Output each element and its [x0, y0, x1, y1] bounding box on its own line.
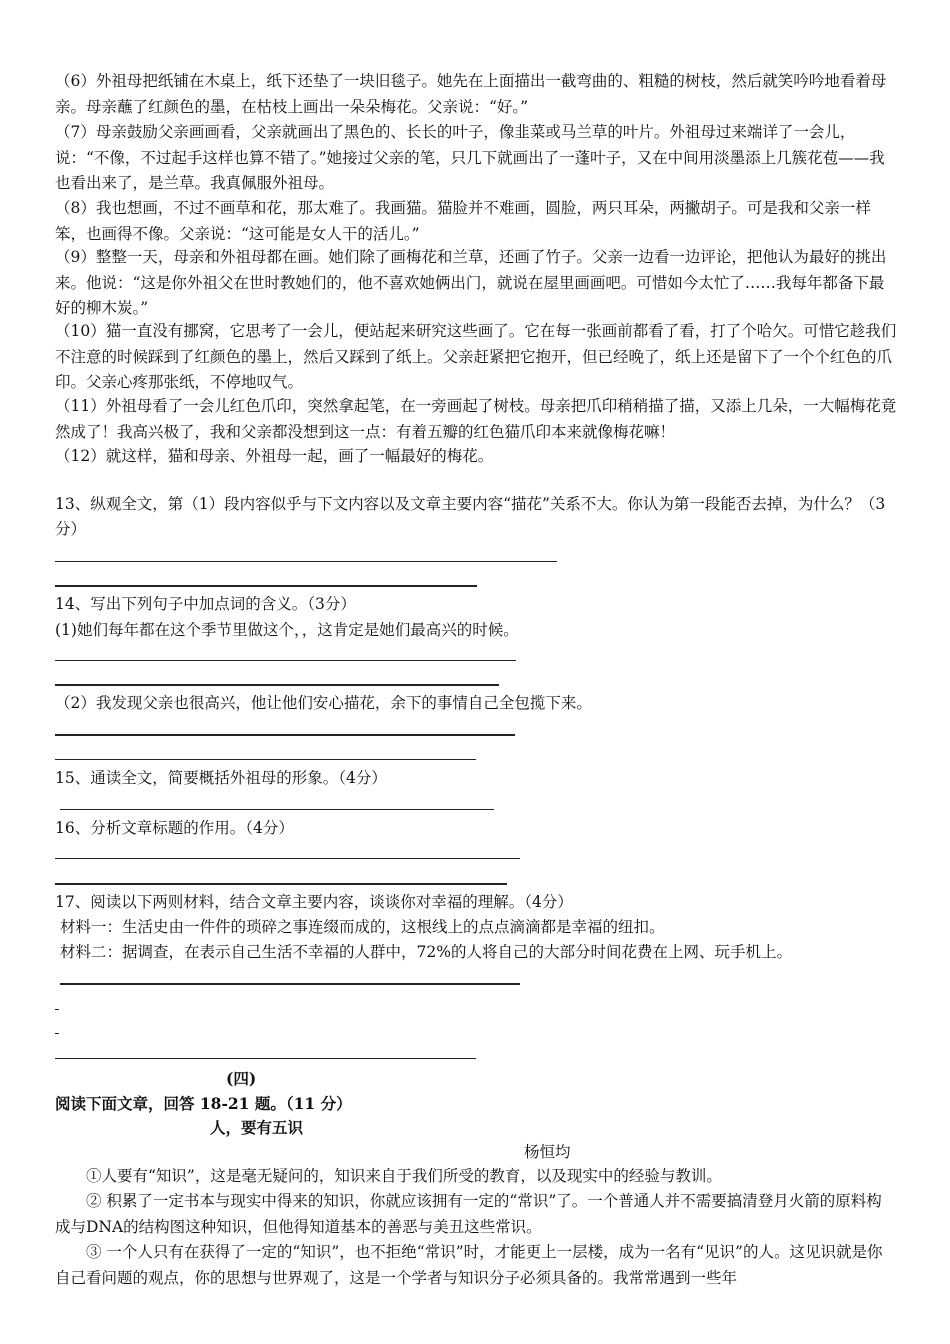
material-2: 材料二：据调查，在表示自己生活不幸福的人群中，72%的人将自己的大部分时间花费在上网、玩手机上。: [60, 943, 792, 961]
answer-line-16b[interactable]: [55, 883, 507, 885]
section-instruction: 阅读下面文章，回答 18-21 题。（11 分）: [55, 1094, 352, 1113]
article-paragraph-2: ② 积累了一定书本与现实中得来的知识，你就应该拥有一定的“常识”了。一个普通人并不需要搞清登月火箭的原料构成与DNA的结构图这种知识，但他得知道基本的善恶与美丑这些常识。: [55, 1192, 882, 1236]
answer-dash-17a: [55, 1009, 59, 1010]
article-paragraph-1: ①人要有“知识”，这是毫无疑问的，知识来自于我们所受的教育，以及现实中的经验与教训。: [86, 1167, 722, 1185]
section-number: (四): [226, 1069, 257, 1088]
answer-line-14-2b[interactable]: [55, 759, 476, 760]
material-1: 材料一：生活史由一件件的琐碎之事连缀而成的，这根线上的点点滴滴都是幸福的纽扣。: [60, 918, 665, 936]
question-16: 16、分析文章标题的作用。（4分）: [55, 819, 294, 837]
story-paragraph-6: （6）外祖母把纸铺在木桌上，纸下还垫了一块旧毯子。她先在上面描出一截弯曲的、粗糙的树枝，然后就笑吟吟地看着母亲。母亲蘸了红颜色的墨，在枯枝上画出一朵朵梅花。父亲说：“好。”: [55, 72, 887, 116]
answer-line-13a[interactable]: [55, 561, 557, 562]
answer-line-13b[interactable]: [55, 585, 477, 587]
answer-line-14-1b[interactable]: [55, 684, 499, 686]
question-15: 15、通读全文，简要概括外祖母的形象。（4分）: [55, 769, 387, 787]
answer-dash-17b: [55, 1033, 59, 1034]
story-paragraph-7: （7）母亲鼓励父亲画画看，父亲就画出了黑色的、长长的叶子，像韭菜或马兰草的叶片。外祖母过来端详了一会儿，说：“不像，不过起手这样也算不错了。”她接过父亲的笔，只几下就画出了一蓬叶子，又在中间用淡墨添上几簇花苞——我也看出来了，是兰草。我真佩服外祖母。: [55, 123, 885, 192]
article-paragraph-3: ③ 一个人只有在获得了一定的“知识”，也不拒绝“常识”时，才能更上一层楼，成为一名有“见识”的人。这见识就是你自己看问题的观点，你的思想与世界观了，这是一个学者与知识分子必须具备的。我常常遇到一些年: [55, 1243, 883, 1287]
article-title: 人，要有五识: [210, 1118, 304, 1137]
story-paragraph-8: （8）我也想画，不过不画草和花，那太难了。我画猫。猫脸并不难画，圆脸，两只耳朵，两撇胡子。可是我和父亲一样笨，也画得不像。父亲说：“这可能是女人干的活儿。”: [55, 199, 871, 243]
answer-line-15[interactable]: [60, 809, 494, 810]
question-14: 14、写出下列句子中加点词的含义。（3分）: [55, 595, 356, 613]
answer-line-17b[interactable]: [55, 1058, 476, 1059]
story-paragraph-9: （9）整整一天，母亲和外祖母都在画。她们除了画梅花和兰草，还画了竹子。父亲一边看一边评论，把他认为最好的挑出来。他说：“这是你外祖父在世时教她们的，他不喜欢她俩出门，就说在屋里画画吧。可惜如今太忙了……我每年都备下最好的柳木炭。”: [55, 248, 887, 317]
story-paragraph-10: （10）猫一直没有挪窝，它思考了一会儿，便站起来研究这些画了。它在每一张画前都看了看，打了个哈欠。可惜它趁我们不注意的时候踩到了红颜色的墨上，然后又踩到了纸上。父亲赶紧把它抱开，但已经晚了，纸上还是留下了一个个红色的爪印。父亲心疼那张纸，不停地叹气。: [55, 322, 897, 391]
question-14-1: (1)她们每年都在这个季节里做这个，，这肯定是她们最高兴的时候。: [55, 621, 519, 639]
question-14-2: （2）我发现父亲也很高兴，他让他们安心描花，余下的事情自己全包揽下来。: [55, 694, 592, 712]
answer-line-16a[interactable]: [55, 858, 520, 859]
answer-line-14-1a[interactable]: [55, 660, 516, 661]
question-17: 17、阅读以下两则材料，结合文章主要内容，谈谈你对幸福的理解。（4分）: [55, 893, 573, 911]
story-paragraph-12: （12）就这样，猫和母亲、外祖母一起，画了一幅最好的梅花。: [55, 447, 494, 465]
story-paragraph-11: （11）外祖母看了一会儿红色爪印，突然拿起笔，在一旁画起了树枝。母亲把爪印稍稍描了描，又添上几朵，一大幅梅花竟然成了！我高兴极了，我和父亲都没想到这一点：有着五瓣的红色猫爪印本来就像梅花嘛！: [55, 397, 897, 441]
article-author: 杨恒均: [524, 1143, 571, 1161]
answer-line-17a[interactable]: [60, 983, 520, 985]
question-13: 13、纵观全文，第（1）段内容似乎与下文内容以及文章主要内容“描花”关系不大。你认为第一段能否去掉，为什么？（3分）: [55, 495, 886, 538]
answer-line-14-2a[interactable]: [55, 734, 515, 736]
